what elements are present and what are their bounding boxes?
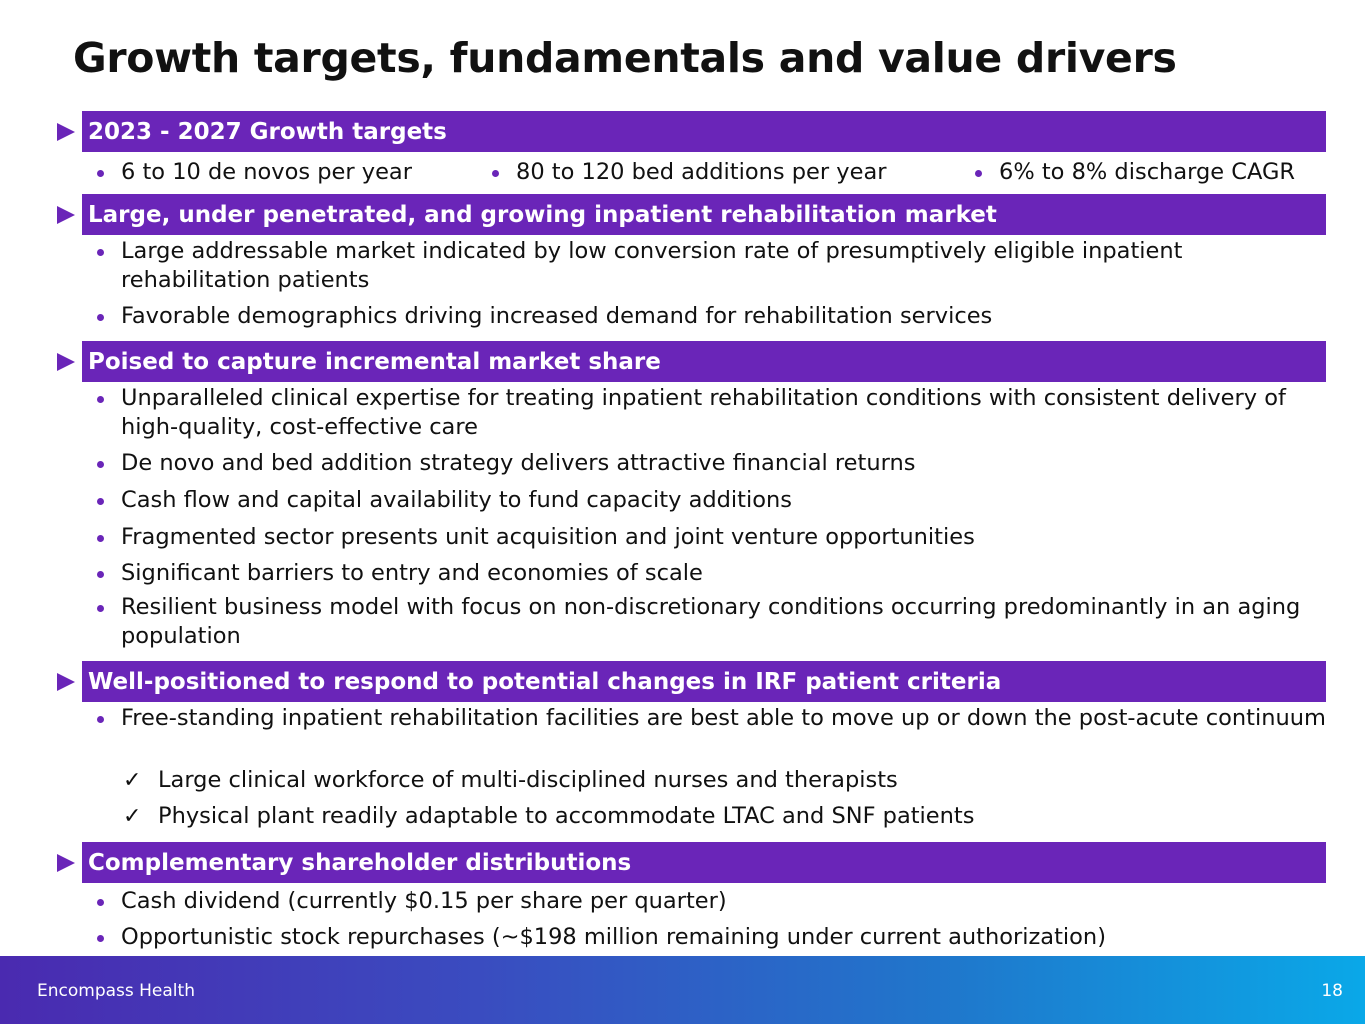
bullet-icon <box>97 461 104 468</box>
bullet-icon <box>97 535 104 542</box>
section-header-market: Large, under penetrated, and growing inpatient rehabilitation market <box>82 194 1326 235</box>
footer-brand: Encompass Health <box>37 981 195 1001</box>
checkmark-icon: ✓ <box>123 804 142 829</box>
bullet-icon <box>97 249 104 256</box>
bullet-icon <box>97 498 104 505</box>
page-title: Growth targets, fundamentals and value drivers <box>73 34 1177 82</box>
list-item: Large addressable market indicated by low conversion rate of presumptively eligible inpatient rehabilitation patients <box>97 237 1337 295</box>
section-arrow-icon <box>57 353 75 371</box>
section-header-growth-targets: 2023 - 2027 Growth targets <box>82 111 1326 152</box>
list-item: Unparalleled clinical expertise for treating inpatient rehabilitation conditions with consistent delivery of high-quality, cost-effective care <box>97 384 1337 442</box>
bullet-icon <box>97 716 104 723</box>
bullet-icon <box>97 314 104 321</box>
list-item: Resilient business model with focus on non-discretionary conditions occurring predominantly in an aging population <box>97 593 1337 651</box>
bullet-icon <box>97 571 104 578</box>
bullet-icon <box>492 170 499 177</box>
page-number: 18 <box>1321 981 1343 1001</box>
growth-target-item: 6% to 8% discharge CAGR <box>975 158 1295 187</box>
section-arrow-icon <box>57 123 75 141</box>
section-arrow-icon <box>57 206 75 224</box>
list-item: Significant barriers to entry and economies of scale <box>97 559 1337 588</box>
bullet-icon <box>97 899 104 906</box>
bullet-icon <box>975 170 982 177</box>
bullet-icon <box>97 605 104 612</box>
section-header-market-share: Poised to capture incremental market share <box>82 341 1326 382</box>
growth-target-item: 6 to 10 de novos per year <box>97 158 412 187</box>
list-item: Fragmented sector presents unit acquisition and joint venture opportunities <box>97 523 1337 552</box>
bullet-icon <box>97 396 104 403</box>
footer-bar <box>0 956 1365 1024</box>
section-arrow-icon <box>57 673 75 691</box>
list-item: Opportunistic stock repurchases (~$198 million remaining under current authorization) <box>97 923 1337 952</box>
section-arrow-icon <box>57 854 75 872</box>
bullet-icon <box>97 170 104 177</box>
list-item: Cash dividend (currently $0.15 per share per quarter) <box>97 887 1337 916</box>
list-item: Favorable demographics driving increased demand for rehabilitation services <box>97 302 1337 331</box>
list-item: De novo and bed addition strategy delivers attractive financial returns <box>97 449 1337 478</box>
checklist-item: ✓ Physical plant readily adaptable to accommodate LTAC and SNF patients <box>123 803 975 829</box>
section-header-distributions: Complementary shareholder distributions <box>82 842 1326 883</box>
checklist-item: ✓ Large clinical workforce of multi-disciplined nurses and therapists <box>123 767 898 793</box>
checkmark-icon: ✓ <box>123 768 142 793</box>
section-header-irf-criteria: Well-positioned to respond to potential changes in IRF patient criteria <box>82 661 1326 702</box>
growth-target-item: 80 to 120 bed additions per year <box>492 158 886 187</box>
list-item: Free-standing inpatient rehabilitation facilities are best able to move up or down the post-acute continuum <box>97 704 1337 733</box>
list-item: Cash flow and capital availability to fund capacity additions <box>97 486 1337 515</box>
bullet-icon <box>97 935 104 942</box>
